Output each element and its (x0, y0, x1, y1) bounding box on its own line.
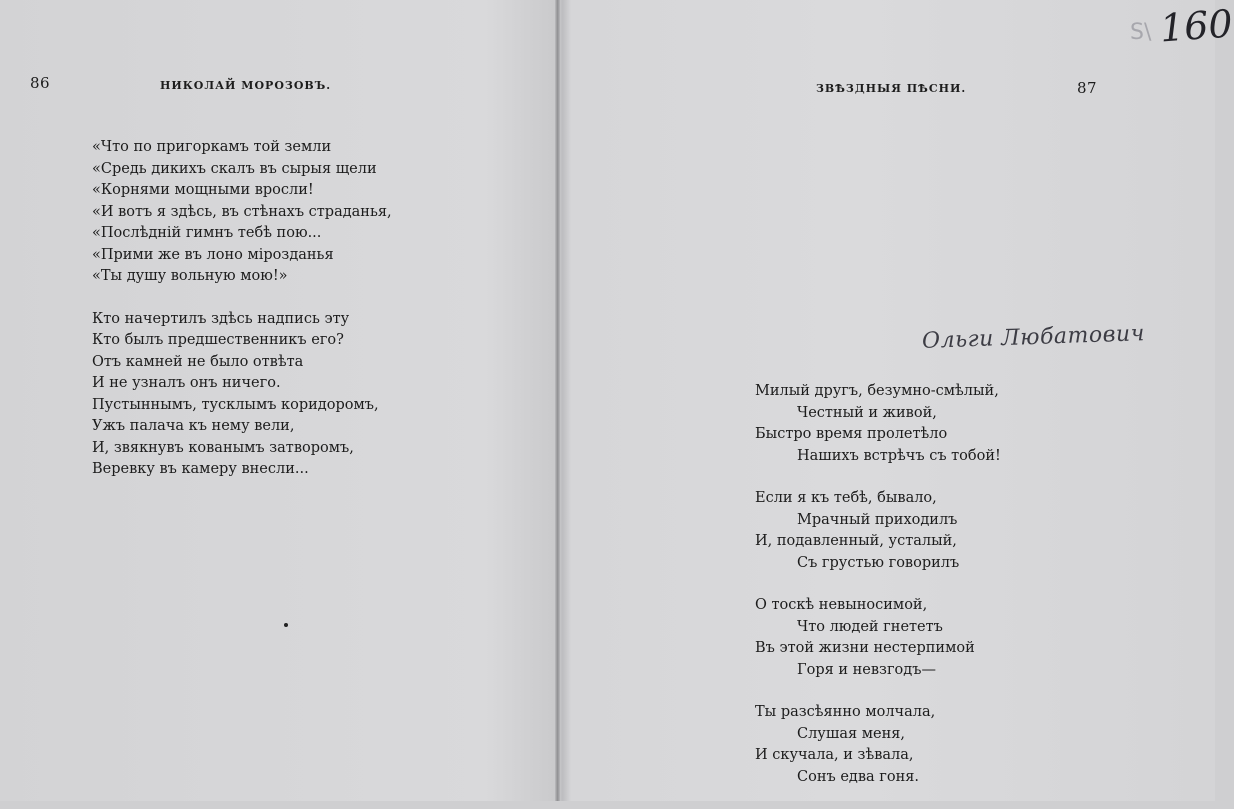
poem-text (92, 137, 392, 502)
poem-line: Быстро время пролетѣло (755, 426, 948, 442)
poem-line: Въ этой жизни нестерпимой (755, 640, 975, 656)
poem-line: И, подавленный, усталый, (755, 533, 957, 549)
poem-line: Пустыннымъ, тусклымъ коридоромъ, (92, 396, 379, 413)
archive-stamp-mark: S\ (1130, 20, 1152, 45)
poem-text (755, 381, 1001, 809)
handwritten-dedication: Ольги Любатович (921, 321, 1146, 354)
poem-stanza (92, 137, 392, 288)
ink-speck (284, 623, 288, 627)
poem-stanza (755, 702, 1001, 788)
poem-stanza (92, 309, 392, 481)
poem-line: И, звякнувъ кованымъ затворомъ, (92, 439, 354, 456)
poem-stanza (755, 488, 1001, 574)
archive-handwritten-number: 160 (1158, 1, 1234, 51)
running-head: ЗВѢЗДНЫЯ ПѢСНИ. (816, 82, 967, 95)
poem-line: Съ грустью говорилъ (797, 554, 960, 571)
poem-line: Честный и живой, (797, 404, 937, 421)
poem-line: Кто былъ предшественникъ его? (92, 332, 344, 348)
left-page (0, 0, 555, 801)
poem-line: Слушая меня, (797, 725, 905, 742)
poem-line: «Послѣдній гимнъ тебѣ пою... (92, 225, 322, 241)
poem-line: Нашихъ встрѣчъ съ тобой! (797, 447, 1001, 464)
poem-line: Ты разсѣянно молчала, (755, 704, 936, 720)
poem-line: Что людей гнететъ (797, 618, 943, 635)
poem-line: И скучала, и зѣвала, (755, 747, 914, 763)
poem-line: «И вотъ я здѣсь, въ стѣнахъ страданья, (92, 203, 392, 220)
poem-line: Горя и невзгодъ— (797, 661, 936, 678)
page-number: 87 (1077, 79, 1098, 97)
poem-line: И не узналъ онъ ничего. (92, 375, 281, 391)
poem-line: Ужъ палача къ нему вели, (92, 418, 295, 434)
poem-line: Милый другъ, безумно-смѣлый, (755, 383, 999, 399)
poem-line: О тоскѣ невыносимой, (755, 597, 928, 613)
poem-line: Отъ камней не было отвѣта (92, 353, 304, 370)
poem-line: Кто начертилъ здѣсь надпись эту (92, 310, 350, 327)
poem-stanza (755, 381, 1001, 467)
right-page (560, 0, 1215, 801)
running-head: НИКОЛАЙ МОРОЗОВЪ. (160, 79, 332, 92)
poem-stanza (755, 595, 1001, 681)
poem-line: «Ты душу вольную мою!» (92, 268, 288, 284)
poem-line: Мрачный приходилъ (797, 511, 958, 528)
poem-line: «Что по пригоркамъ той земли (92, 139, 332, 155)
poem-line: «Корнями мощными вросли! (92, 182, 314, 198)
poem-line: «Прими же въ лоно мірозданья (92, 246, 334, 263)
page-number: 86 (30, 74, 51, 92)
poem-line: «Средь дикихъ скалъ въ сырыя щели (92, 160, 377, 177)
poem-line: Сонъ едва гоня. (797, 768, 919, 785)
poem-line: Веревку въ камеру внесли... (92, 461, 309, 477)
poem-line: Если я къ тебѣ, бывало, (755, 490, 937, 506)
